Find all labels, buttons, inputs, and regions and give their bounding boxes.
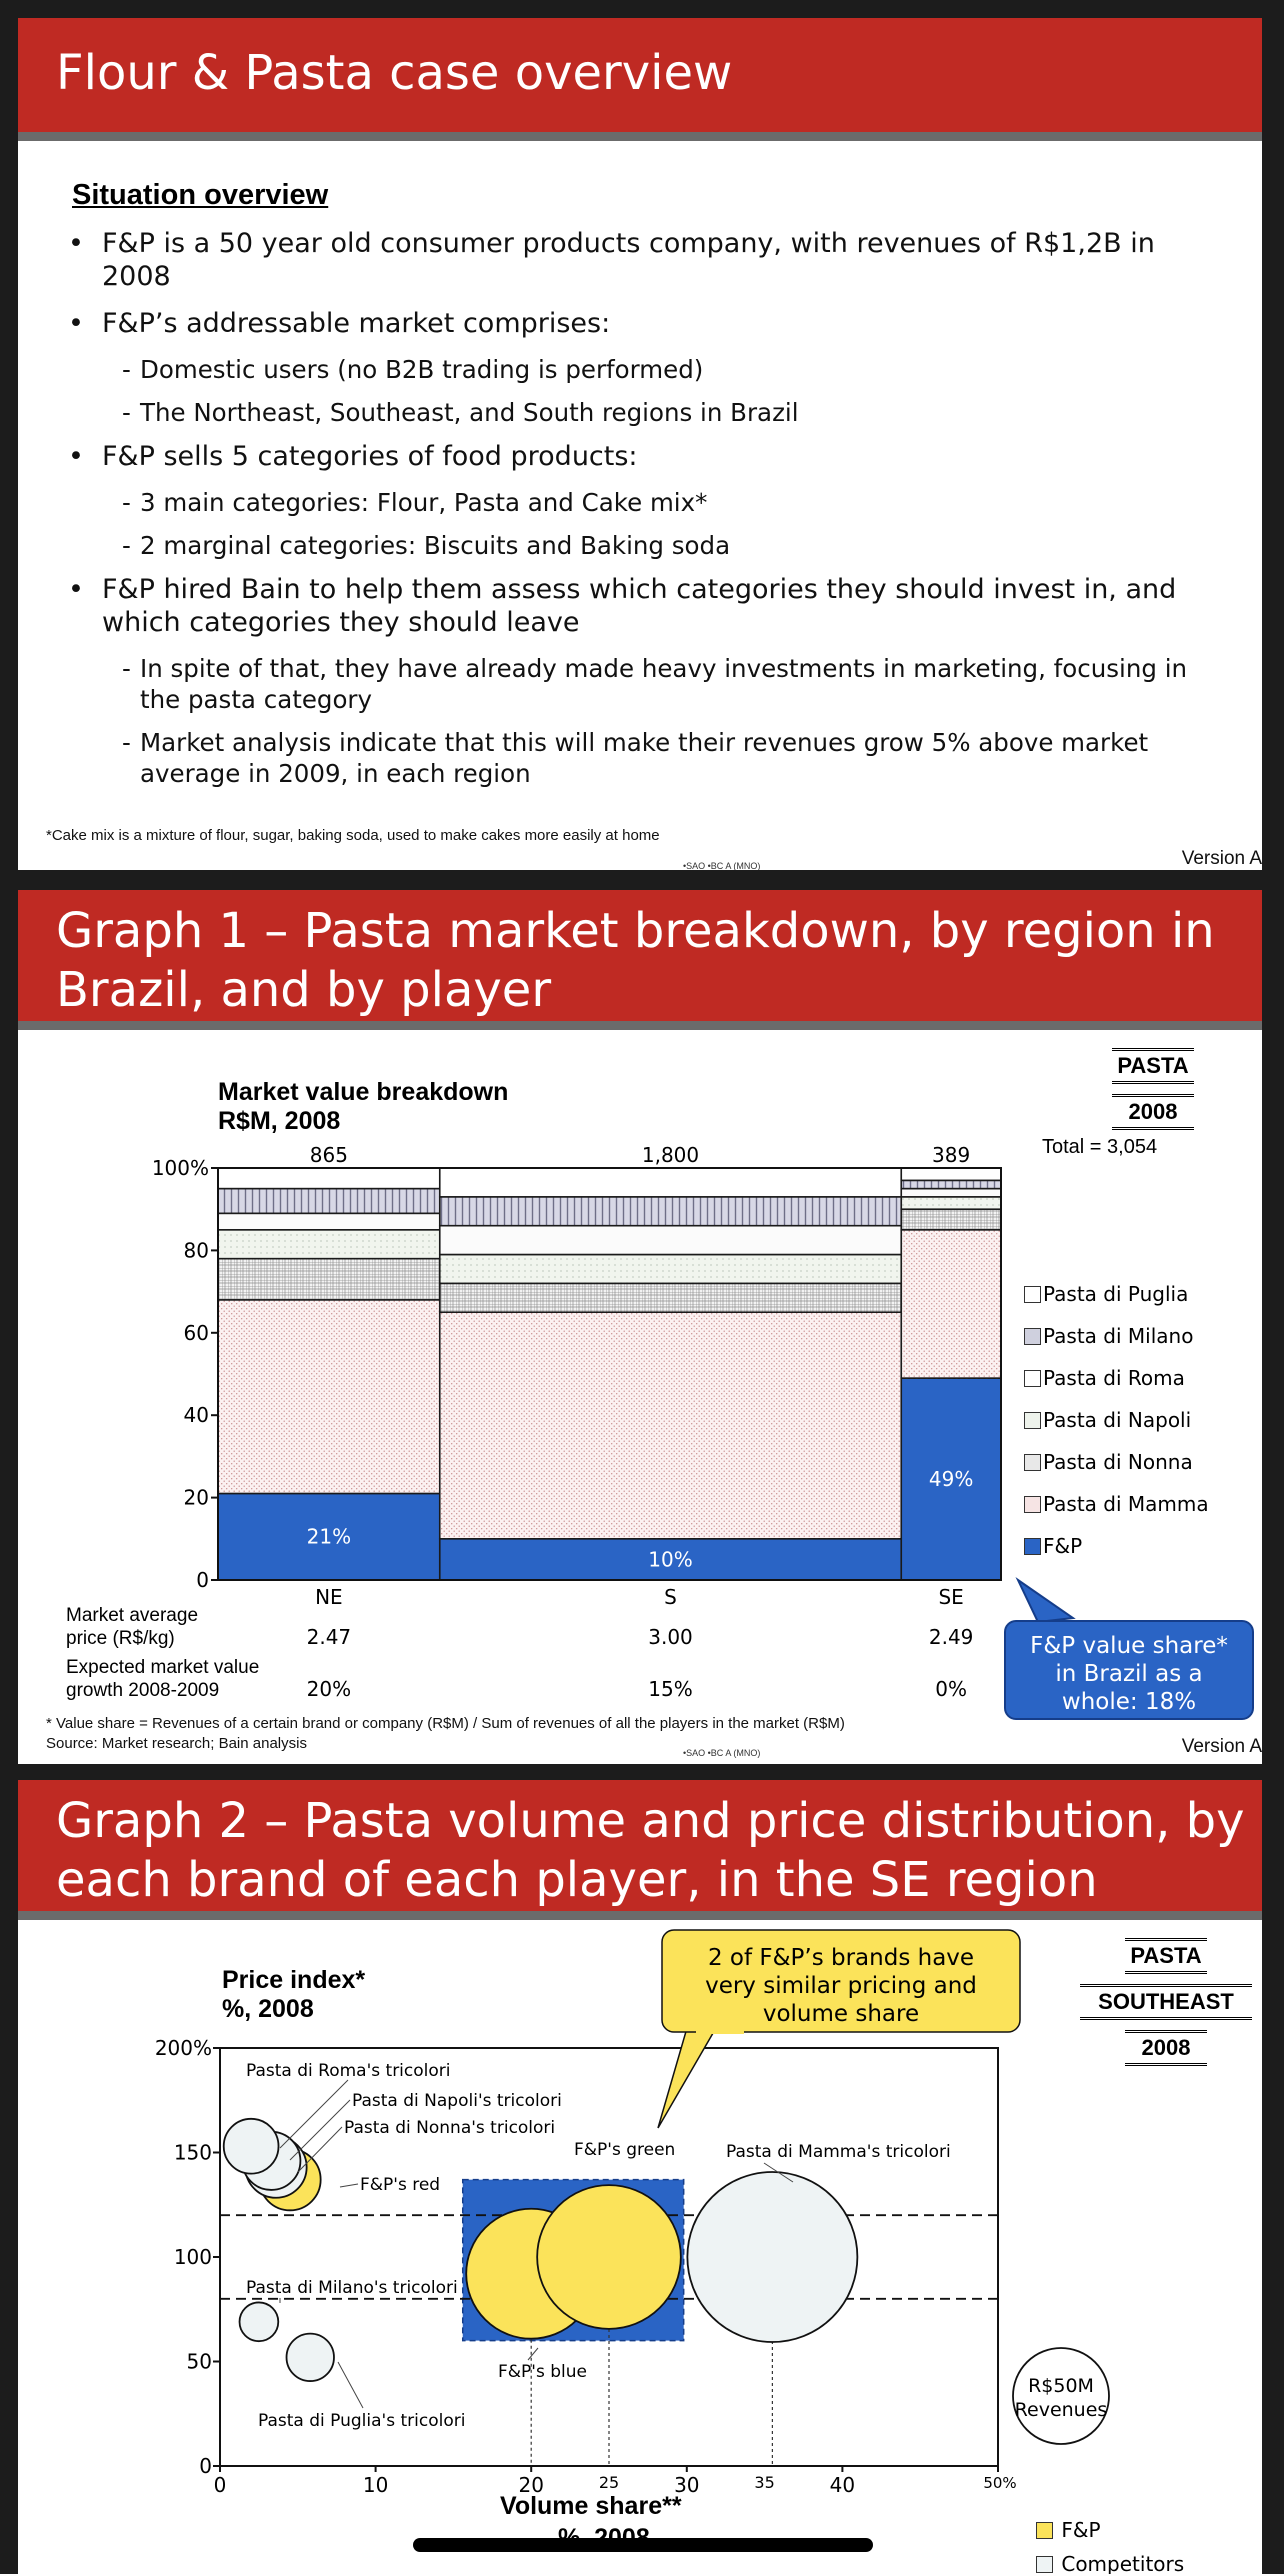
- column-total-label: 865: [309, 1143, 348, 1167]
- bubble-pasta-di-roma-s-tricolori: [224, 2119, 279, 2174]
- price-value: 3.00: [648, 1625, 693, 1649]
- segment-pasta-di-puglia-ne: [218, 1168, 440, 1189]
- bullet-item: • F&P hired Bain to help them assess which categories they should invest in, and which categories they should leave: [68, 573, 1228, 639]
- legend-swatch: [1024, 1286, 1041, 1303]
- legend-label: Pasta di Napoli: [1043, 1408, 1192, 1432]
- slide-graph1: [18, 890, 1262, 1764]
- bubble-chart: [18, 1780, 1262, 2574]
- segment-pasta-di-milano-se: [901, 1180, 1001, 1188]
- legend-swatch: [1024, 1370, 1041, 1387]
- bubble-pasta-di-puglia-s-tricolori: [287, 2334, 334, 2381]
- stamp: •SAO •BC A (MNO): [683, 1748, 761, 1758]
- segment-pasta-di-puglia-s: [440, 1168, 901, 1197]
- y-tick-label: 80: [183, 1238, 209, 1263]
- bubble-label: Pasta di Roma's tricolori: [246, 2061, 451, 2081]
- chart-title: Price index*: [222, 1966, 366, 1994]
- x-tick-label: 0: [213, 2473, 227, 2497]
- legend-item-pasta-di-napoli: [1024, 1408, 1191, 1432]
- legend-swatch: [1024, 1328, 1041, 1345]
- region-label: SE: [938, 1585, 964, 1609]
- segment-pasta-di-nonna-se: [901, 1209, 1001, 1230]
- legend-competitors: [1036, 2552, 1184, 2574]
- bullet-item: • F&P’s addressable market comprises:: [68, 307, 1228, 340]
- y-tick-label: 100: [173, 2245, 212, 2269]
- footnote-source: Source: Market research; Bain analysis: [46, 1735, 307, 1752]
- legend-swatch: [1024, 1412, 1041, 1429]
- segment-pasta-di-mamma-ne: [218, 1300, 440, 1494]
- bullet-item: • F&P sells 5 categories of food products:: [68, 440, 1228, 473]
- bubble-label: F&P's blue: [498, 2362, 587, 2382]
- sub-bullet-item: - Domestic users (no B2B trading is performed): [68, 354, 1228, 385]
- bubble-label: Pasta di Milano's tricolori: [246, 2278, 458, 2298]
- legend-label: Pasta di Milano: [1043, 1324, 1194, 1348]
- chart-subtitle: R$M, 2008: [218, 1107, 341, 1135]
- callout-text: very similar pricing and: [705, 1973, 977, 1999]
- legend-competitors-swatch: [1036, 2556, 1053, 2573]
- sub-bullet-item: - Market analysis indicate that this will make their revenues grow 5% above market average in 2009, in each region: [68, 727, 1228, 789]
- segment-pasta-di-roma-s: [440, 1226, 901, 1255]
- legend-swatch: [1024, 1496, 1041, 1513]
- bullet-list: [68, 227, 1228, 801]
- side-label-category: PASTA: [1112, 1048, 1194, 1084]
- fp-share-label: 49%: [928, 1467, 974, 1492]
- chart-title: Market value breakdown: [218, 1078, 509, 1106]
- region-label: S: [664, 1585, 677, 1609]
- bubble-f-p-s-green: [537, 2185, 681, 2329]
- side-label-year: 2008: [1112, 1094, 1194, 1130]
- y-tick-label: 20: [183, 1485, 209, 1510]
- segment-pasta-di-roma-se: [901, 1189, 1001, 1197]
- segment-pasta-di-milano-ne: [218, 1189, 440, 1214]
- x-tick-label: 40: [829, 2473, 856, 2497]
- legend-item-pasta-di-roma: [1024, 1366, 1185, 1390]
- slide-graph2: [18, 1780, 1262, 2574]
- fp-share-label: 21%: [306, 1524, 352, 1549]
- y-tick-label: 50: [186, 2349, 212, 2374]
- segment-pasta-di-nonna-s: [440, 1283, 901, 1312]
- sub-bullet-item: - 3 main categories: Flour, Pasta and Cake mix*: [68, 487, 1228, 518]
- y-tick-label: 200%: [154, 2036, 212, 2060]
- segment-pasta-di-mamma-s: [440, 1312, 901, 1539]
- legend-label: F&P: [1043, 1534, 1083, 1558]
- segment-pasta-di-napoli-s: [440, 1255, 901, 1284]
- legend-item-f-p: [1024, 1534, 1082, 1558]
- slide-header: [18, 18, 1262, 141]
- version-label: Version A: [1181, 848, 1262, 869]
- footnote: *Cake mix is a mixture of flour, sugar, baking soda, used to make cakes more easily at home: [46, 827, 660, 844]
- legend-fp-swatch: [1036, 2522, 1053, 2539]
- segment-pasta-di-mamma-se: [901, 1230, 1001, 1378]
- fp-share-label: 10%: [648, 1547, 693, 1572]
- growth-value: 15%: [648, 1677, 693, 1701]
- region-label: NE: [315, 1585, 343, 1609]
- legend-label: Pasta di Nonna: [1043, 1450, 1193, 1474]
- bubble-label: Pasta di Napoli's tricolori: [352, 2091, 562, 2111]
- bubble-label: Pasta di Nonna's tricolori: [344, 2118, 556, 2138]
- legend-label: Pasta di Puglia: [1043, 1282, 1189, 1306]
- bubble-pasta-di-mamma-s-tricolori: [687, 2172, 857, 2342]
- version-label: Version A: [1181, 1736, 1262, 1757]
- y-tick-label: 60: [183, 1320, 209, 1345]
- section-title: Situation overview: [72, 179, 329, 211]
- bubble-label: F&P's red: [360, 2175, 441, 2195]
- home-indicator[interactable]: [413, 2538, 873, 2552]
- chart-subtitle: %, 2008: [222, 1995, 314, 2023]
- price-value: 2.49: [928, 1625, 974, 1649]
- legend-fp-label: F&P: [1061, 2518, 1101, 2542]
- fp-share-callout: F&P value share* in Brazil as a whole: 18%: [1004, 1620, 1254, 1720]
- callout-text: volume share: [762, 2001, 920, 2027]
- price-value: 2.47: [306, 1625, 352, 1649]
- legend-fp: [1036, 2518, 1101, 2542]
- bubble-label: Pasta di Puglia's tricolori: [258, 2411, 466, 2431]
- slide-title: Graph 2 – Pasta volume and price distribution, by each brand of each player, in the SE region: [56, 1793, 1245, 1908]
- x-extra-tick-label: 35: [754, 2473, 775, 2492]
- x-tick-label: 50%: [983, 2474, 1017, 2492]
- sub-bullet-item: - In spite of that, they have already made heavy investments in marketing, focusing in the pasta category: [68, 653, 1228, 715]
- side-label-region: SOUTHEAST: [1080, 1984, 1252, 2020]
- growth-row-label: Expected market value growth 2008-2009: [66, 1657, 260, 1701]
- y-tick-label: 0: [199, 2454, 212, 2478]
- legend-label: Pasta di Mamma: [1043, 1492, 1209, 1516]
- callout-pointer: [1018, 1580, 1073, 1622]
- side-label-year: 2008: [1125, 2030, 1207, 2066]
- column-total-label: 1,800: [641, 1143, 700, 1167]
- slide-overview: [18, 18, 1262, 870]
- slide-title: Flour & Pasta case overview: [56, 45, 733, 101]
- bubble-label: F&P's green: [574, 2140, 676, 2160]
- segment-pasta-di-napoli-ne: [218, 1230, 440, 1259]
- legend-competitors-label: Competitors: [1061, 2552, 1185, 2574]
- x-tick-label: 10: [362, 2473, 389, 2497]
- callout-text: 2 of F&P’s brands have: [707, 1945, 975, 1971]
- legend-swatch: [1024, 1538, 1041, 1555]
- segment-pasta-di-milano-s: [440, 1197, 901, 1226]
- legend-label: Pasta di Roma: [1043, 1366, 1185, 1390]
- x-extra-tick-label: 25: [598, 2473, 620, 2492]
- stamp: •SAO •BC A (MNO): [683, 861, 761, 870]
- slide-title: Graph 1 – Pasta market breakdown, by region in Brazil, and by player: [56, 903, 1215, 1018]
- bubble-label: Pasta di Mamma's tricolori: [726, 2142, 951, 2162]
- legend-item-pasta-di-mamma: [1024, 1492, 1209, 1516]
- bubble-pasta-di-milano-s-tricolori: [240, 2302, 279, 2341]
- growth-value: 0%: [935, 1677, 968, 1701]
- legend-swatch: [1024, 1454, 1041, 1471]
- bullet-item: • F&P is a 50 year old consumer products company, with revenues of R$1,2B in 2008: [68, 227, 1228, 293]
- y-tick-label: 150: [173, 2140, 212, 2165]
- legend-item-pasta-di-puglia: [1024, 1282, 1188, 1306]
- size-reference-unit: Revenues: [1014, 2399, 1108, 2421]
- sub-bullet-item: - 2 marginal categories: Biscuits and Baking soda: [68, 530, 1228, 561]
- total-label: Total = 3,054: [1042, 1136, 1158, 1158]
- sub-bullet-item: - The Northeast, Southeast, and South regions in Brazil: [68, 397, 1228, 428]
- segment-pasta-di-nonna-ne: [218, 1259, 440, 1300]
- growth-value: 20%: [306, 1677, 352, 1701]
- segment-pasta-di-napoli-se: [901, 1197, 1001, 1209]
- segment-pasta-di-roma-ne: [218, 1213, 440, 1229]
- x-axis-title: Volume share**: [500, 2492, 682, 2520]
- column-total-label: 389: [932, 1143, 971, 1167]
- y-tick-label: 0: [196, 1568, 209, 1592]
- x-tick-label: 20: [518, 2473, 544, 2497]
- segment-pasta-di-puglia-se: [901, 1168, 1001, 1180]
- side-label-category: PASTA: [1125, 1938, 1207, 1974]
- y-tick-label: 100%: [151, 1156, 209, 1180]
- price-row-label: Market average price (R$/kg): [66, 1605, 199, 1649]
- legend-item-pasta-di-nonna: [1024, 1450, 1193, 1474]
- size-reference-value: R$50M: [1028, 2375, 1094, 2397]
- x-tick-label: 30: [674, 2473, 700, 2497]
- y-tick-label: 40: [183, 1403, 209, 1428]
- footnote-valueshare: * Value share = Revenues of a certain brand or company (R$M) / Sum of revenues of all the players in the market (R$M): [46, 1715, 845, 1732]
- legend-item-pasta-di-milano: [1024, 1324, 1193, 1348]
- callout-joint: [696, 2020, 744, 2034]
